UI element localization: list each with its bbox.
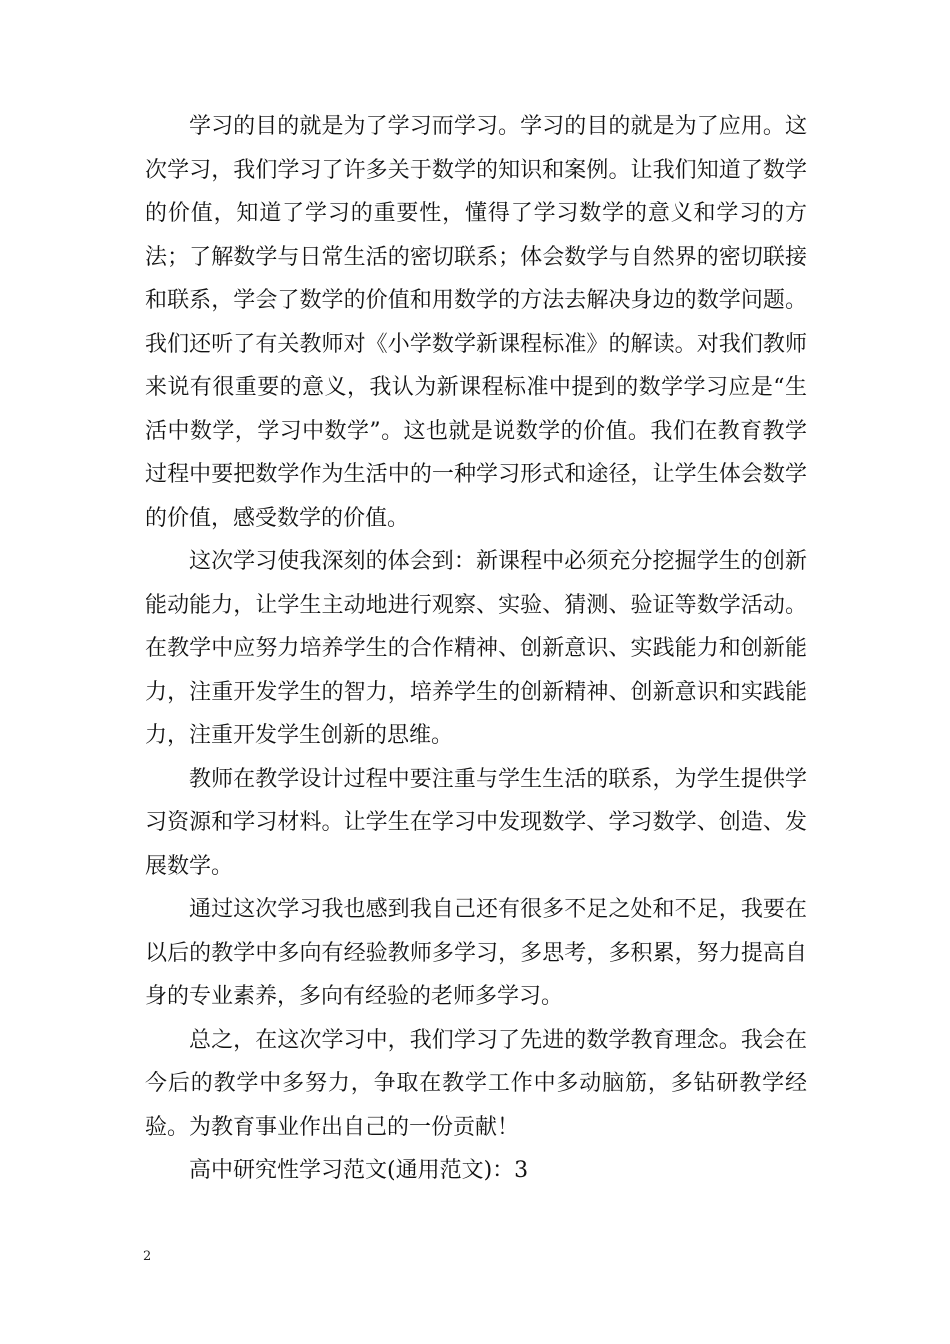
document-body bbox=[145, 105, 807, 1193]
paragraph-3: 教师在教学设计过程中要注重与学生生活的联系，为学生提供学习资源和学习材料。让学生在学习中发现数学、学习数学、创造、发展数学。 bbox=[145, 766, 807, 879]
section-heading: 高中研究性学习范文(通用范文)：3 bbox=[189, 1158, 529, 1183]
paragraph-5: 总之，在这次学习中，我们学习了先进的数学教育理念。我会在今后的教学中多努力，争取在教学工作中多动脑筋，多钻研教学经验。为教育事业作出自己的一份贡献！ bbox=[145, 1027, 807, 1140]
paragraph-4: 通过这次学习我也感到我自己还有很多不足之处和不足，我要在以后的教学中多向有经验教师多学习，多思考，多积累，努力提高自身的专业素养，多向有经验的老师多学习。 bbox=[145, 897, 807, 1009]
paragraph-1: 学习的目的就是为了学习而学习。学习的目的就是为了应用。这次学习，我们学习了许多关于数学的知识和案例。让我们知道了数学的价值，知道了学习的重要性，懂得了学习数学的意义和学习的方法；了解数学与日常生活的密切联系；体会数学与自然界的密切联接和联系，学会了数学的价值和用数学的方法去解决身边的数学问题。我们还听了有关教师对《小学数学新课程标准》的解读。对我们教师来说有很重要的意义，我认为新课程标准中提到的数学学习应是“生活中数学，学习中数学”。这也就是说数学的价值。我们在教育教学过程中要把数学作为生活中的一种学习形式和途径，让学生体会数学的价值，感受数学的价值。 bbox=[145, 114, 807, 531]
paragraph-2: 这次学习使我深刻的体会到：新课程中必须充分挖掘学生的创新能动能力，让学生主动地进行观察、实验、猜测、验证等数学活动。在教学中应努力培养学生的合作精神、创新意识、实践能力和创新能力，注重开发学生的智力，培养学生的创新精神、创新意识和实践能力，注重开发学生创新的思维。 bbox=[145, 549, 807, 748]
page-number: 2 bbox=[143, 1249, 152, 1264]
